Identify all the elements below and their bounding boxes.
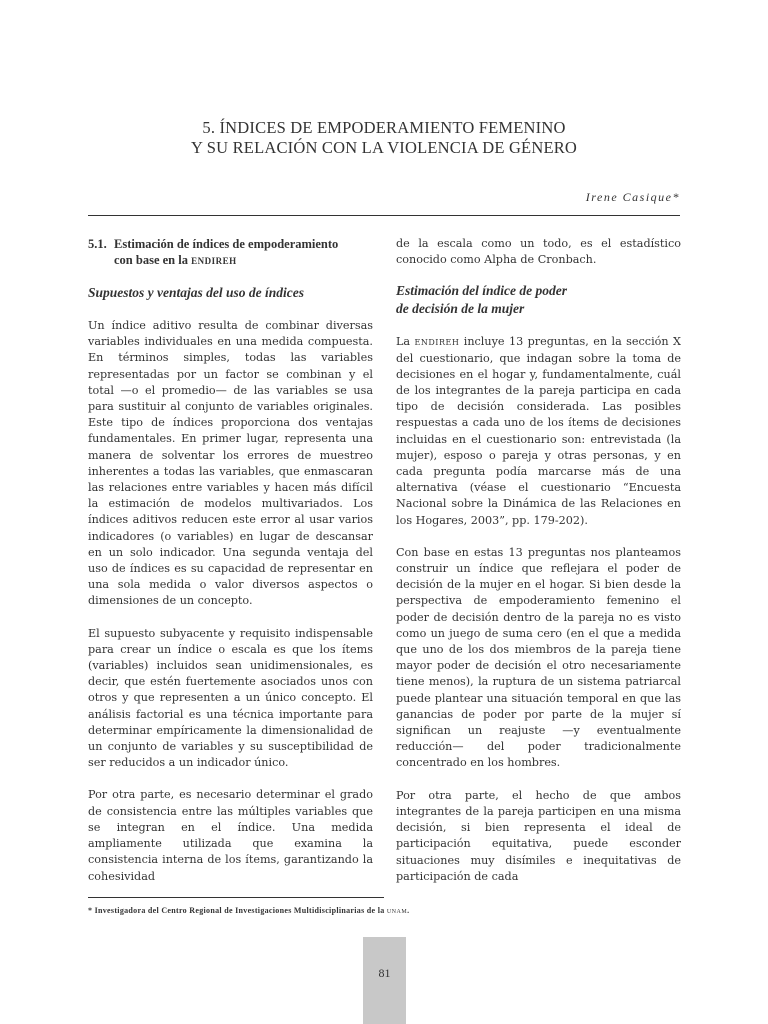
paragraph-participacion: Por otra parte, el hecho de que ambos integrantes de la pareja participen en una misma decisión, si bien representa el ideal de participación equitativa, puede esconder situaciones muy disímiles e inequitativas de participación de cada bbox=[396, 788, 681, 883]
left-column bbox=[88, 236, 373, 885]
chapter-title-line2: Y SU RELACIÓN CON LA VIOLENCIA DE GÉNERO bbox=[190, 138, 578, 157]
section-heading-line2-text: con base en la bbox=[114, 253, 192, 267]
section-heading bbox=[88, 236, 373, 268]
endireh-abbrev-inline: endireh bbox=[414, 335, 460, 349]
subheading-supuestos: Supuestos y ventajas del uso de índices bbox=[88, 285, 305, 300]
paragraph-indice-aditivo: Un índice aditivo resulta de combinar diversas variables individuales en una medida compuesta. En términos simples, todas las variables representadas por un factor se combinan y el total —o el promedio— de las variables se usa para sustituir al conjunto de variables originales. Este tipo de índices proporciona dos ventajas fundamentales. En primer lugar, representa una manera de solventar los errores de muestreo inherentes a todas las variables, que enmascaran las relaciones entre variables y hacen más difícil la estimación de modelos multivariados. Los índices aditivos reducen este error al usar varios indicadores (o variables) en lugar de descansar en un solo indicador. Una segunda ventaja del uso de índices es su capacidad de representar en una sola medida o valor diversos aspectos o dimensiones de un concepto. bbox=[88, 319, 373, 608]
paragraph-indice-poder: Con base en estas 13 preguntas nos planteamos construir un índice que reflejara el poder de decisión de la mujer en el hogar. Si bien desde la perspectiva de empoderamiento femenino el poder de decisión dentro de la pareja no es visto como un juego de suma cero (en el que a medida que uno de los dos miembros de la pareja tiene mayor poder de decisión el otro necesariamente tiene menos), la ruptura de un sistema patriarcal puede plantear una situación temporal en que las ganancias de poder por parte de la mujer sí significan un reajuste —y eventualmente reducción— del poder tradicionalmente concentrado en los hombres. bbox=[396, 545, 681, 770]
subheading-line1: Estimación del índice de poder bbox=[396, 283, 567, 299]
subheading-line2: de decisión de la mujer bbox=[396, 301, 525, 317]
p1-pre: La bbox=[396, 335, 415, 349]
endireh-abbrev: endireh bbox=[191, 253, 237, 267]
paragraph-alpha-cronbach: de la escala como un todo, es el estadístico conocido como Alpha de Cronbach. bbox=[396, 237, 681, 267]
footnote-text: * Investigadora del Centro Regional de Investigaciones Multidisciplinarias de la bbox=[88, 906, 387, 915]
right-column bbox=[396, 236, 681, 885]
author-name: Irene Casique* bbox=[585, 190, 680, 204]
p1-post: incluye 13 preguntas, en la sección X del cuestionario, que indagan sobre la toma de decisiones en el hogar y, fundamentalmente, cuál de los integrantes de la pareja participa en cada tipo de decisión considerada. Las posibles respuestas a cada uno de los ítems de decisiones incluidas en el cuestionario son: entrevistada (la mujer), esposo o pareja y otras personas, y en cada pregunta podía marcarse más de una alternativa (véase el cuestionario “Encuesta Nacional sobre la Dinámica de las Relaciones en los Hogares, 2003”, pp. 179-202). bbox=[396, 335, 681, 527]
unam-abbrev: unam bbox=[386, 906, 408, 915]
footnote-end: . bbox=[407, 906, 410, 915]
chapter-title bbox=[0, 118, 768, 158]
section-heading-line2 bbox=[88, 252, 373, 268]
paragraph-consistencia: Por otra parte, es necesario determinar el grado de consistencia entre las múltiples variables que se integran en el índice. Una medida ampliamente utilizada que examina la consistencia interna de los ítems, garantizando la cohesividad bbox=[88, 788, 373, 883]
footnote-divider bbox=[88, 897, 384, 898]
section-number: 5.1. bbox=[88, 237, 107, 251]
section-heading-line1: Estimación de índices de empoderamiento bbox=[114, 237, 339, 251]
title-divider bbox=[88, 215, 680, 216]
footnote bbox=[88, 905, 688, 917]
subheading-poder-decision bbox=[396, 282, 681, 318]
paragraph-supuesto: El supuesto subyacente y requisito indispensable para crear un índice o escala es que los ítems (variables) incluidos sean unidimensionales, es decir, que estén fuertemente asociados unos con otros y que representen a un único concepto. El análisis factorial es una técnica importante para determinar empíricamente la dimensionalidad de un conjunto de variables y su susceptibilidad de ser reducidos a un indicador único. bbox=[88, 626, 373, 770]
paragraph-endireh-preguntas bbox=[396, 334, 681, 528]
chapter-title-line1: 5. ÍNDICES DE EMPODERAMIENTO FEMENINO bbox=[202, 118, 566, 137]
page-number: 81 bbox=[378, 966, 391, 980]
